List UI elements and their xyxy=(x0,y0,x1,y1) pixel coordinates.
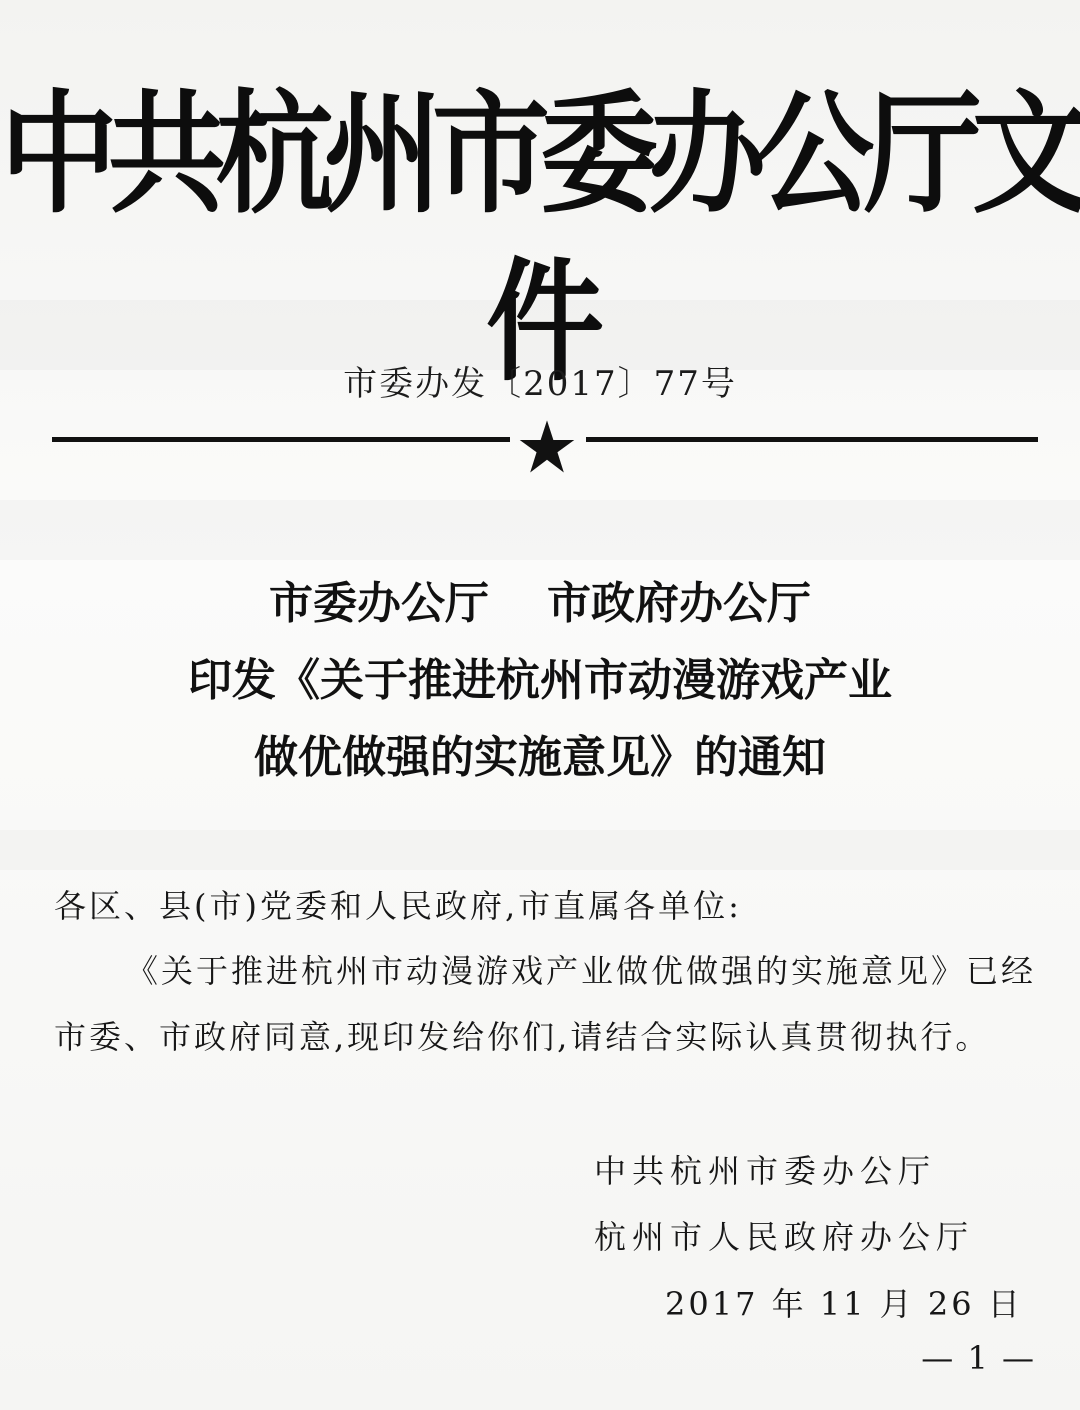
addressee-line: 各区、县(市)党委和人民政府,市直属各单位: xyxy=(54,887,742,925)
issuer-right: 市政府办公厅 xyxy=(547,578,811,629)
separator-rule-right xyxy=(586,437,1038,442)
notice-title-line3: 做优做强的实施意见》的通知 xyxy=(254,732,826,783)
document-header-title: 中共杭州市委办公厅文件 xyxy=(0,76,1080,400)
signature-org1: 中共杭州市委办公厅 xyxy=(594,1152,937,1190)
issuer-left: 市委办公厅 xyxy=(269,578,489,629)
separator-rule-left xyxy=(52,437,510,442)
signature-date: 2017 年 11 月 26 日 xyxy=(665,1285,1023,1323)
notice-title-line2: 印发《关于推进杭州市动漫游戏产业 xyxy=(188,655,892,706)
star-icon xyxy=(518,418,576,476)
page-number: — 1 — xyxy=(921,1339,1036,1377)
notice-title-line1 xyxy=(0,574,1080,634)
body-paragraph-line1: 《关于推进杭州市动漫游戏产业做优做强的实施意见》已经 xyxy=(126,952,1037,990)
document-number: 市委办发〔2017〕77号 xyxy=(343,364,737,404)
scan-bleed xyxy=(0,830,1080,870)
body-paragraph-line2: 市委、市政府同意,现印发给你们,请结合实际认真贯彻执行。 xyxy=(54,1018,991,1056)
signature-org2: 杭州市人民政府办公厅 xyxy=(594,1218,975,1256)
scan-bleed xyxy=(0,500,1080,560)
